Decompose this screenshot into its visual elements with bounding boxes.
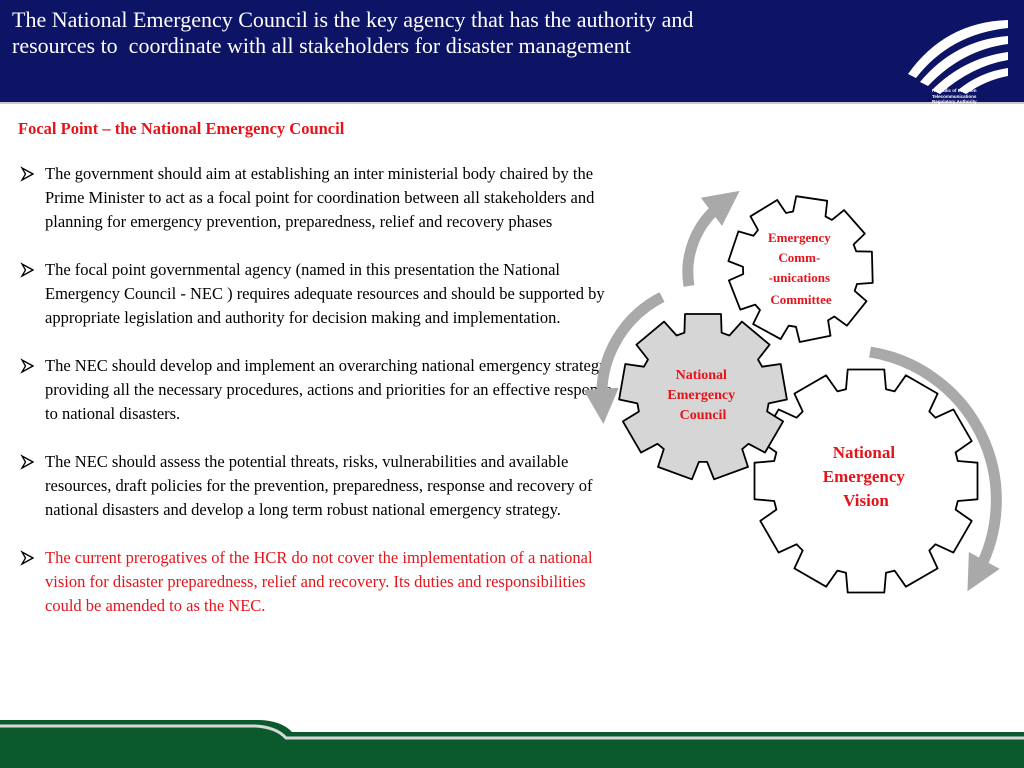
gear-small-label-line: Committee: [770, 292, 832, 307]
bullet-item: [18, 162, 616, 234]
bullet-text: The current prerogatives of the HCR do not cover the implementation of a national vision for disaster preparedness, relief and recovery. Its duties and responsibilities could be amended to as the NEC.: [45, 548, 593, 615]
logo-caption: [932, 88, 1012, 105]
gear-small-label-line: -unications: [768, 270, 831, 285]
gear-large-label-line: National: [832, 443, 896, 462]
logo-line: Telecommunications: [932, 93, 977, 99]
cycle-arrow-top: [688, 204, 722, 286]
arrow-bullet-icon: [20, 546, 34, 570]
gear-large-label-line: Vision: [843, 491, 889, 510]
arrow-bullet-icon: [20, 258, 34, 282]
bullet-text: The NEC should assess the potential threats, risks, vulnerabilities and available resources, draft policies for the prevention, preparedness, response and recovery of national disasters and develop a long term robust national emergency strategy.: [45, 452, 593, 519]
gear-medium-label-line: National: [675, 368, 727, 383]
bullet-item: [18, 354, 616, 426]
footer-band: [0, 720, 1024, 768]
logo-line: Regulatory Authority: [932, 99, 977, 104]
header-divider: [0, 102, 1024, 104]
gears-diagram: [580, 190, 1024, 610]
bullet-item: [18, 258, 616, 330]
slide-title: The National Emergency Council is the key agency that has the authority and resources to coordinate with all stakeholders for disaster management: [12, 7, 694, 58]
gear-large-label-line: Emergency: [822, 467, 905, 486]
bullet-text: The NEC should develop and implement an overarching national emergency strategy providing all the necessary procedures, actions and priorities for an effective response to national disasters.: [45, 356, 612, 423]
bullet-item: [18, 450, 616, 522]
arrow-bullet-icon: [20, 354, 34, 378]
gear-medium-label-line: Council: [679, 408, 727, 423]
gear-small-label-line: Emergency: [767, 230, 831, 245]
gear-medium-label-line: Emergency: [667, 388, 736, 403]
arrow-bullet-icon: [20, 162, 34, 186]
arrow-bullet-icon: [20, 450, 34, 474]
bullet-text: The focal point governmental agency (named in this presentation the National Emergency Council - NEC ) requires adequate resources and should be supported by appropriate legislation and authority for decision making and implementation.: [45, 260, 605, 327]
logo-line: Republic of Lebanon: [932, 88, 977, 93]
bullet-text: The government should aim at establishing an inter ministerial body chaired by the Prime Minister to act as a focal point for coordination between all stakeholders and planning for emergency prevention, preparedness, relief and recovery phases: [45, 164, 595, 231]
content-area: [18, 118, 616, 642]
gear-small-label-line: Comm-: [778, 250, 821, 265]
section-heading: Focal Point – the National Emergency Council: [18, 119, 345, 138]
bullet-item-highlight: [18, 546, 616, 618]
